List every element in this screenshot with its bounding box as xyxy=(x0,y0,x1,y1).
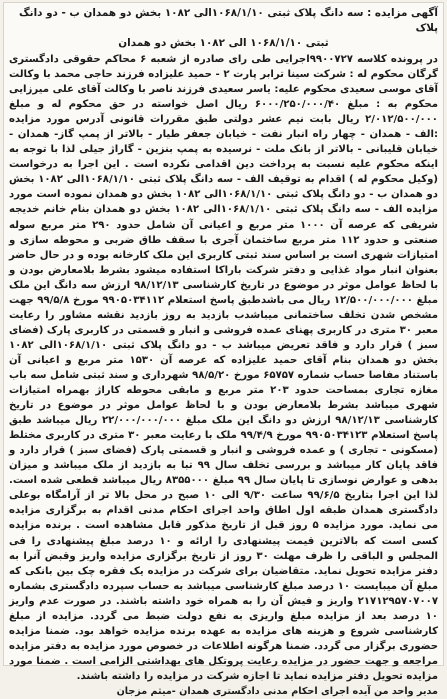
notice-heading-continued: ثبتی ۱۰۶۸/۱/۱۰ الی ۱۰۸۲ بخش دو همدان xyxy=(118,37,329,49)
newspaper-clipping xyxy=(3,2,444,697)
notice-body: در پرونده کلاسه ۹۹۰۰۷۲۷اجرایی طی رای صادره از شعبه ۶ محاکم حقوقی دادگستری گرگان محکوم له : شرکت سینا ترابر پارت ۲ - حمید علیزاده فرزند حاجی محمد با وکالت آقای موسی سعیدی محکوم علیه: یاسر سعیدی فرزند ناصر با وکالت آقای علی میرزایی محکوم به : مبلغ ۶۰۰۰/۲۵۰/۰۰۰/۴۰ ریال اصل خواسته در حق محکوم له و مبلغ ۲/۰۱۲/۵۰۰/۰۰۰ ریال بابت نیم عشر دولتی طبق مقررات قانونی آدرس مورد مزایده :الف - همدان - چهار راه انبار نفت - خیابان جعفر طیار - بالاتر از پمپ گاز- همدان - خیابان قلیبانی - بالاتر از بانک ملت - نرسیده به پمپ بنزین - گاراژ جیلی لذا با توجه به اینکه محکوم علیه نسبت به پرداخت دین اقدامی نکرده است . این اجرا به درخواست (وکیل محکوم له ) اقدام به توقیف الف - سه دانگ پلاک ثبتی ۱۰۶۸/۱/۱۰الی ۱۰۸۲ بخش دو همدان ب - دو دانگ پلاک ثبتی ۱۰۶۸/۱/۱۰الی ۱۰۸۲ بخش دو همدان نموده است مورد مزایده الف - سه دانگ پلاک ثبتی ۱۰۶۸/۱/۱۰الی ۱۰۸۲ بخش دو همدان بنام خانم خدیجه شریفی که عرصه آن ۱۰۰۰ متر مربع و اعیانی آن شامل حدود ۲۹۰ متر مربع سوله صنعتی و حدود ۱۱۲ متر مربع ساختمان آجری با سقف طاق ضربی و محوطه سازی و امتیازات شهری است بر اساس سند ثبتی کاربری این ملک کارخانه بوده و در حال حاضر بعنوان انبار مواد غذایی و دفتر شرکت باراکا استفاده میشود بشرط بلامعارض بودن و با لحاظ عوامل موثر در موضوع در تاریخ کارشناسی ۹۸/۱۲/۱۳ ارزش سه دانگ این ملک مبلغ ۱۲/۵۰۰/۰۰۰/۰۰۰ ریال می باشدطبق پاسخ استعلام ۹۹۰۵۰۳۴۱۱۲ مورخ ۹۹/۵/۸ جهت مشخص شدن تخلف ساختمانی میباشدب بازدید به روز بازدید نقشه مشاور را رعایت معبر ۳۰ متری در کاربری پهنای عمده فروشی و انبار و قسمتی در کاربری پارک (فضای سبز ) قرار دارد و فاقد تعریض میباشد ب - دو دانگ پلاک ثبتی ۱۰۶۸/۱/۱۰الی ۱۰۸۲ بخش دو همدان بنام آقای حمید علیزاده که عرصه آن ۱۵۳۰ متر مربع و اعیانی آن باستناد مفاصا حساب شماره ۶۵۷۵۷ مورخ ۹۸/۵/۲۰ شهرداری و سند ثبتی شامل سه باب مغازه تجاری بمساحت حدود ۲۰۳ متر مربع و مابقی محوطه کاراژ بهمراه امتیازات شهری میباشد بشرط بلامعارض بودن و با لحاظ عوامل موثر در موضوع در تاریخ کارشناسی ۹۸/۱۲/۱۳ ارزش دو دانگ این ملک مبلغ ۲۲/۰۰۰/۰۰۰/۰۰۰ ریال میباشد طبق پاسخ استعلام ۹۹۰۵۰۳۴۱۲۳ مورخ ۹۹/۴/۹ ملک با رعایت معبر ۳۰ متری در کاربری مختلط (مسکونی - تجاری ) و عمده فروشی و انبار و قسمتی پارک (فضای سبز ) قرار دارد و فاقد پایان کار میباشد و بررسی تخلف سال ۹۹ تبا به بازدید از ملک میباشد و میزان بدهی و عوارض نوسازی تا پایان سال ۹۹ مبلغ ۸۳۵۵۰۰۰ ریال میباشد قطعی شده است. لذا این اجرا بتاریخ ۹۹/۶/۵ ساعت ۹/۳۰ الی ۱۰ صبح در محل بالا تر از آرامگاه بوعلی دادگستری همدان طبقه اول اطاق واحد اجرای احکام مدنی اقدام به برگزاری مزایده می نماید. مورد مزایده ۵ روز قبل از تاریخ مذکور قابل مشاهده است . برنده مزایده کسی است که بالاترین قیمت پیشنهادی را ارائه و ۱۰ درصد مبلغ پیشنهادی را فی المجلس و الباقی را ظرف مهلت ۳۰ روز از تاریخ برگزاری مزایده واریز وقبض آنرا به دفتر مزایده تحویل نماید. متقاضیان برای شرکت در مزایده یک فقره چک بین بانکی که مبلغ آن میبایست ۱۰ درصد مبلغ کارشناسی میباشد به حساب سپرده دادگستری بشماره ۲۱۷۱۲۹۵۷۰۷۰۰۷ واریز و فیش آن را به همراه خود داشته باشند. در صورت عدم واریز ۱۰ درصد بعد از مزایده مبلغ واریزی به نفع دولت ضبط می گردد. مزایده از مبلغ کارشناسی شروع و هزینه های مزایده به عهده برنده مزایده خواهد بود. ضمنا مزایده حضوری برگزار می گردد. ضمنا هرگونه اطلاعات در خصوص مورد مزایده به دفتر مزایده مراجعه و جهت حضور در مزایده رعایت پروتکل های بهداشتی الزامی است . ضمنا مورد مزایده تحویل دفتر مزایده نماید تا اجازه شرکت در مزایده را داشته باشند. xyxy=(9,54,439,682)
notice-signature: مدیر واحد من آیده اجرای احکام مدنی دادگستری همدان -میثم مزجان xyxy=(116,685,438,697)
notice-heading: آگهی مزایده : سه دانگ پلاک ثبتی ۱۰۶۸/۱/۱۰الی ۱۰۸۲ بخش دو همدان ب - دو دانگ پلاک xyxy=(19,7,438,34)
